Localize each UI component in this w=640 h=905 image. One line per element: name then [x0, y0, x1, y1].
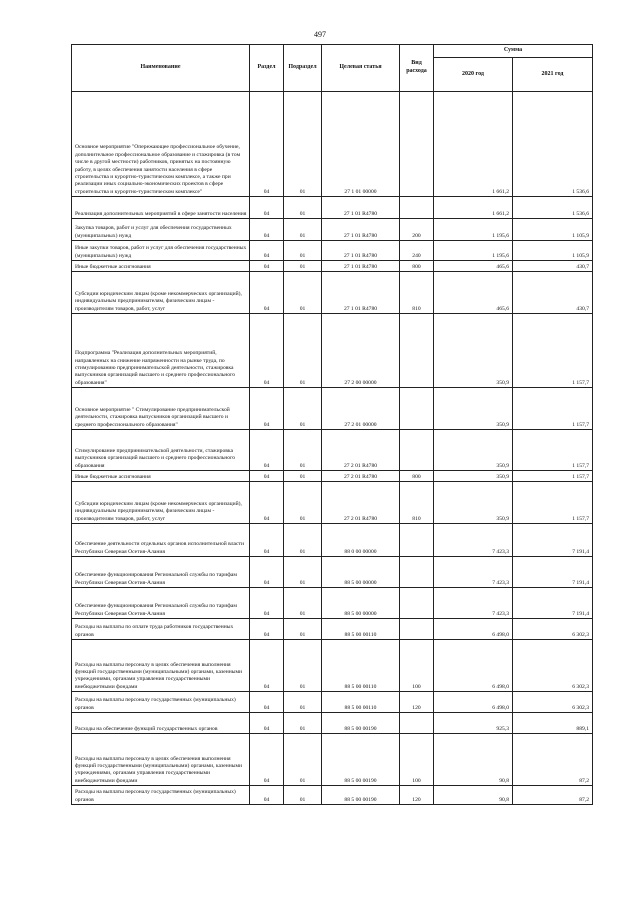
cell-name: Иные бюджетные ассигнования: [72, 261, 250, 272]
header-year-2020: 2020 год: [434, 58, 513, 92]
cell-subsection: 01: [284, 219, 322, 241]
cell-subsection: 01: [284, 786, 322, 805]
table-row: [72, 557, 593, 588]
cell-amount-2020: 1 661,2: [434, 92, 513, 197]
cell-name: Расходы на обеспечение функций государственных органов: [72, 713, 250, 734]
cell-target-article: 27 1 01 R4780: [322, 197, 400, 219]
cell-amount-2020: 7 423,3: [434, 588, 513, 619]
cell-target-article: 88 5 00 00000: [322, 557, 400, 588]
cell-expense-type: 810: [400, 272, 434, 314]
cell-subsection: 01: [284, 388, 322, 430]
cell-amount-2021: 7 191,4: [513, 524, 593, 557]
cell-name: Субсидии юридическим лицам (кроме некоммерческих организаций), индивидуальным предпринимателям, физическим лицам - производителям товаров, работ, услуг: [72, 482, 250, 524]
cell-name: Субсидии юридическим лицам (кроме некоммерческих организаций), индивидуальным предпринимателям, физическим лицам - производителям товаров, работ, услуг: [72, 272, 250, 314]
cell-target-article: 88 5 00 00000: [322, 588, 400, 619]
cell-amount-2020: 350,9: [434, 314, 513, 388]
cell-amount-2020: 1 661,2: [434, 197, 513, 219]
table-header: [72, 45, 593, 92]
cell-section: 04: [250, 734, 284, 786]
cell-target-article: 27 2 01 00000: [322, 388, 400, 430]
header-expense-type: Вид расхода: [400, 45, 434, 92]
cell-expense-type: [400, 557, 434, 588]
cell-name: Иные бюджетные ассигнования: [72, 471, 250, 482]
budget-table: [71, 44, 593, 805]
table-row: [72, 588, 593, 619]
table-row: [72, 640, 593, 692]
cell-section: 04: [250, 314, 284, 388]
cell-target-article: 88 5 00 00190: [322, 734, 400, 786]
cell-section: 04: [250, 786, 284, 805]
cell-expense-type: 810: [400, 482, 434, 524]
header-subsection: Подраздел: [284, 45, 322, 92]
table-row: [72, 388, 593, 430]
cell-expense-type: 100: [400, 734, 434, 786]
cell-expense-type: 120: [400, 786, 434, 805]
cell-section: 04: [250, 92, 284, 197]
cell-name: Стимулирование предпринимательской деятельности, стажировка выпускников организаций высшего и среднего профессионального образования: [72, 430, 250, 471]
cell-amount-2021: 1 105,9: [513, 219, 593, 241]
cell-amount-2020: 7 423,3: [434, 557, 513, 588]
table-row: [72, 482, 593, 524]
cell-amount-2020: 6 498,0: [434, 640, 513, 692]
cell-target-article: 27 2 01 R4780: [322, 430, 400, 471]
cell-name: Расходы на выплаты персоналу в целях обеспечения выполнения функций государственными (муниципальными) органами, казенными учреждениями, органами управления государственными внебюджетными фондами: [72, 734, 250, 786]
cell-amount-2021: 430,7: [513, 261, 593, 272]
cell-expense-type: [400, 524, 434, 557]
table-row: [72, 241, 593, 261]
cell-amount-2020: 90,8: [434, 786, 513, 805]
table-body: [72, 92, 593, 805]
cell-amount-2020: 465,6: [434, 272, 513, 314]
cell-name: Иные закупки товаров, работ и услуг для обеспечения государственных (муниципальных) нужд: [72, 241, 250, 261]
cell-amount-2020: 350,9: [434, 482, 513, 524]
cell-subsection: 01: [284, 430, 322, 471]
table-row: [72, 219, 593, 241]
cell-expense-type: [400, 388, 434, 430]
cell-amount-2021: 1 536,6: [513, 197, 593, 219]
cell-amount-2021: 430,7: [513, 272, 593, 314]
cell-subsection: 01: [284, 261, 322, 272]
cell-subsection: 01: [284, 588, 322, 619]
cell-amount-2021: 87,2: [513, 786, 593, 805]
cell-amount-2021: 1 536,6: [513, 92, 593, 197]
cell-section: 04: [250, 692, 284, 713]
cell-section: 04: [250, 272, 284, 314]
header-name: Наименование: [72, 45, 250, 92]
cell-target-article: 27 1 01 R4780: [322, 219, 400, 241]
cell-amount-2021: 1 157,7: [513, 471, 593, 482]
table-row: [72, 713, 593, 734]
cell-target-article: 88 0 00 00000: [322, 524, 400, 557]
cell-expense-type: [400, 92, 434, 197]
cell-amount-2020: 90,8: [434, 734, 513, 786]
cell-target-article: 88 5 00 00190: [322, 786, 400, 805]
table-row: [72, 197, 593, 219]
cell-target-article: 27 2 01 R4780: [322, 471, 400, 482]
cell-amount-2021: 6 302,3: [513, 692, 593, 713]
cell-expense-type: [400, 619, 434, 640]
cell-section: 04: [250, 241, 284, 261]
table-row: [72, 619, 593, 640]
cell-subsection: 01: [284, 524, 322, 557]
cell-amount-2020: 1 195,6: [434, 241, 513, 261]
cell-name: Основное мероприятие "Опережающее профессиональное обучение, дополнительное профессиональное образование и стажировка (в том числе в другой местности) работников, принятых на постоянную работу, в целях обеспечения занятости населения в сфере строительства и курортно-туристическом комплексе, а также при реализации иных социально-экономических проектов в сфере строительства и курортно-туристическом комплексе": [72, 92, 250, 197]
cell-subsection: 01: [284, 92, 322, 197]
cell-expense-type: 100: [400, 640, 434, 692]
cell-section: 04: [250, 640, 284, 692]
cell-name: Обеспечение деятельности отдельных органов исполнительной власти Республики Северная Осетия-Алания: [72, 524, 250, 557]
cell-section: 04: [250, 471, 284, 482]
cell-amount-2021: 1 157,7: [513, 430, 593, 471]
cell-target-article: 27 1 01 R4780: [322, 272, 400, 314]
cell-name: Расходы на выплаты персоналу в целях обеспечения выполнения функций государственными (муниципальными) органами, казенными учреждениями, органами управления государственными внебюджетными фондами: [72, 640, 250, 692]
table-row: [72, 471, 593, 482]
table-row: [72, 92, 593, 197]
cell-expense-type: [400, 588, 434, 619]
header-sum: Сумма: [434, 45, 593, 58]
cell-subsection: 01: [284, 713, 322, 734]
cell-subsection: 01: [284, 314, 322, 388]
cell-amount-2020: 1 195,6: [434, 219, 513, 241]
cell-amount-2021: 1 157,7: [513, 482, 593, 524]
cell-section: 04: [250, 713, 284, 734]
cell-name: Закупка товаров, работ и услуг для обеспечения государственных (муниципальных) нужд: [72, 219, 250, 241]
cell-amount-2020: 7 423,3: [434, 524, 513, 557]
cell-amount-2020: 350,9: [434, 388, 513, 430]
cell-section: 04: [250, 482, 284, 524]
cell-target-article: 88 5 00 00110: [322, 619, 400, 640]
cell-subsection: 01: [284, 471, 322, 482]
cell-amount-2020: 925,3: [434, 713, 513, 734]
cell-target-article: 88 5 00 00110: [322, 692, 400, 713]
cell-expense-type: 200: [400, 219, 434, 241]
cell-subsection: 01: [284, 619, 322, 640]
cell-target-article: 88 5 00 00190: [322, 713, 400, 734]
cell-expense-type: 800: [400, 471, 434, 482]
cell-section: 04: [250, 557, 284, 588]
cell-subsection: 01: [284, 197, 322, 219]
cell-name: Расходы на выплаты персоналу государственных (муниципальных) органов: [72, 786, 250, 805]
cell-amount-2020: 6 498,0: [434, 692, 513, 713]
cell-section: 04: [250, 430, 284, 471]
cell-expense-type: [400, 713, 434, 734]
cell-amount-2020: 350,9: [434, 471, 513, 482]
cell-amount-2020: 465,6: [434, 261, 513, 272]
cell-subsection: 01: [284, 557, 322, 588]
cell-amount-2021: 1 157,7: [513, 388, 593, 430]
cell-expense-type: [400, 197, 434, 219]
cell-amount-2021: 7 191,4: [513, 588, 593, 619]
cell-target-article: 27 2 00 00000: [322, 314, 400, 388]
header-section: Раздел: [250, 45, 284, 92]
table-row: [72, 734, 593, 786]
cell-name: Подпрограмма "Реализация дополнительных мероприятий, направленных на снижение напряженности на рынке труда, по стимулированию предпринимательской деятельности, стажировка выпускников организаций высшего и среднего профессионального образования": [72, 314, 250, 388]
cell-target-article: 27 2 01 R4780: [322, 482, 400, 524]
cell-name: Реализация дополнительных мероприятий в сфере занятости населения: [72, 197, 250, 219]
cell-expense-type: 240: [400, 241, 434, 261]
header-target-article: Целевая статья: [322, 45, 400, 92]
cell-expense-type: [400, 314, 434, 388]
table-row: [72, 786, 593, 805]
cell-name: Обеспечение функционирования Региональной службы по тарифам Республики Северная Осетия-Алания: [72, 557, 250, 588]
cell-amount-2021: 6 302,3: [513, 640, 593, 692]
cell-amount-2021: 7 191,4: [513, 557, 593, 588]
table-row: [72, 524, 593, 557]
cell-section: 04: [250, 588, 284, 619]
cell-target-article: 27 1 01 00000: [322, 92, 400, 197]
cell-amount-2020: 350,9: [434, 430, 513, 471]
cell-amount-2021: 1 105,9: [513, 241, 593, 261]
cell-amount-2021: 1 157,7: [513, 314, 593, 388]
cell-expense-type: 120: [400, 692, 434, 713]
cell-subsection: 01: [284, 241, 322, 261]
header-year-2021: 2021 год: [513, 58, 593, 92]
table-row: [72, 314, 593, 388]
cell-subsection: 01: [284, 692, 322, 713]
cell-name: Основное мероприятие " Стимулирование предпринимательской деятельности, стажировка выпускников организаций высшего и среднего профессионального образования": [72, 388, 250, 430]
cell-subsection: 01: [284, 482, 322, 524]
table-row: [72, 430, 593, 471]
cell-expense-type: [400, 430, 434, 471]
cell-name: Расходы на выплаты персоналу государственных (муниципальных) органов: [72, 692, 250, 713]
cell-target-article: 27 1 01 R4780: [322, 261, 400, 272]
cell-amount-2021: 87,2: [513, 734, 593, 786]
cell-section: 04: [250, 619, 284, 640]
cell-subsection: 01: [284, 640, 322, 692]
cell-section: 04: [250, 197, 284, 219]
cell-section: 04: [250, 388, 284, 430]
cell-name: Обеспечение функционирования Региональной службы по тарифам Республики Северная Осетия-Алания: [72, 588, 250, 619]
cell-target-article: 88 5 00 00110: [322, 640, 400, 692]
cell-amount-2020: 6 498,0: [434, 619, 513, 640]
cell-name: Расходы на выплаты по оплате труда работников государственных органов: [72, 619, 250, 640]
cell-section: 04: [250, 219, 284, 241]
table-row: [72, 692, 593, 713]
cell-section: 04: [250, 524, 284, 557]
cell-expense-type: 800: [400, 261, 434, 272]
table-row: [72, 272, 593, 314]
cell-target-article: 27 1 01 R4780: [322, 241, 400, 261]
cell-amount-2021: 889,1: [513, 713, 593, 734]
cell-section: 04: [250, 261, 284, 272]
table-row: [72, 261, 593, 272]
cell-amount-2021: 6 302,3: [513, 619, 593, 640]
cell-subsection: 01: [284, 734, 322, 786]
page-number: 497: [314, 30, 326, 39]
cell-subsection: 01: [284, 272, 322, 314]
